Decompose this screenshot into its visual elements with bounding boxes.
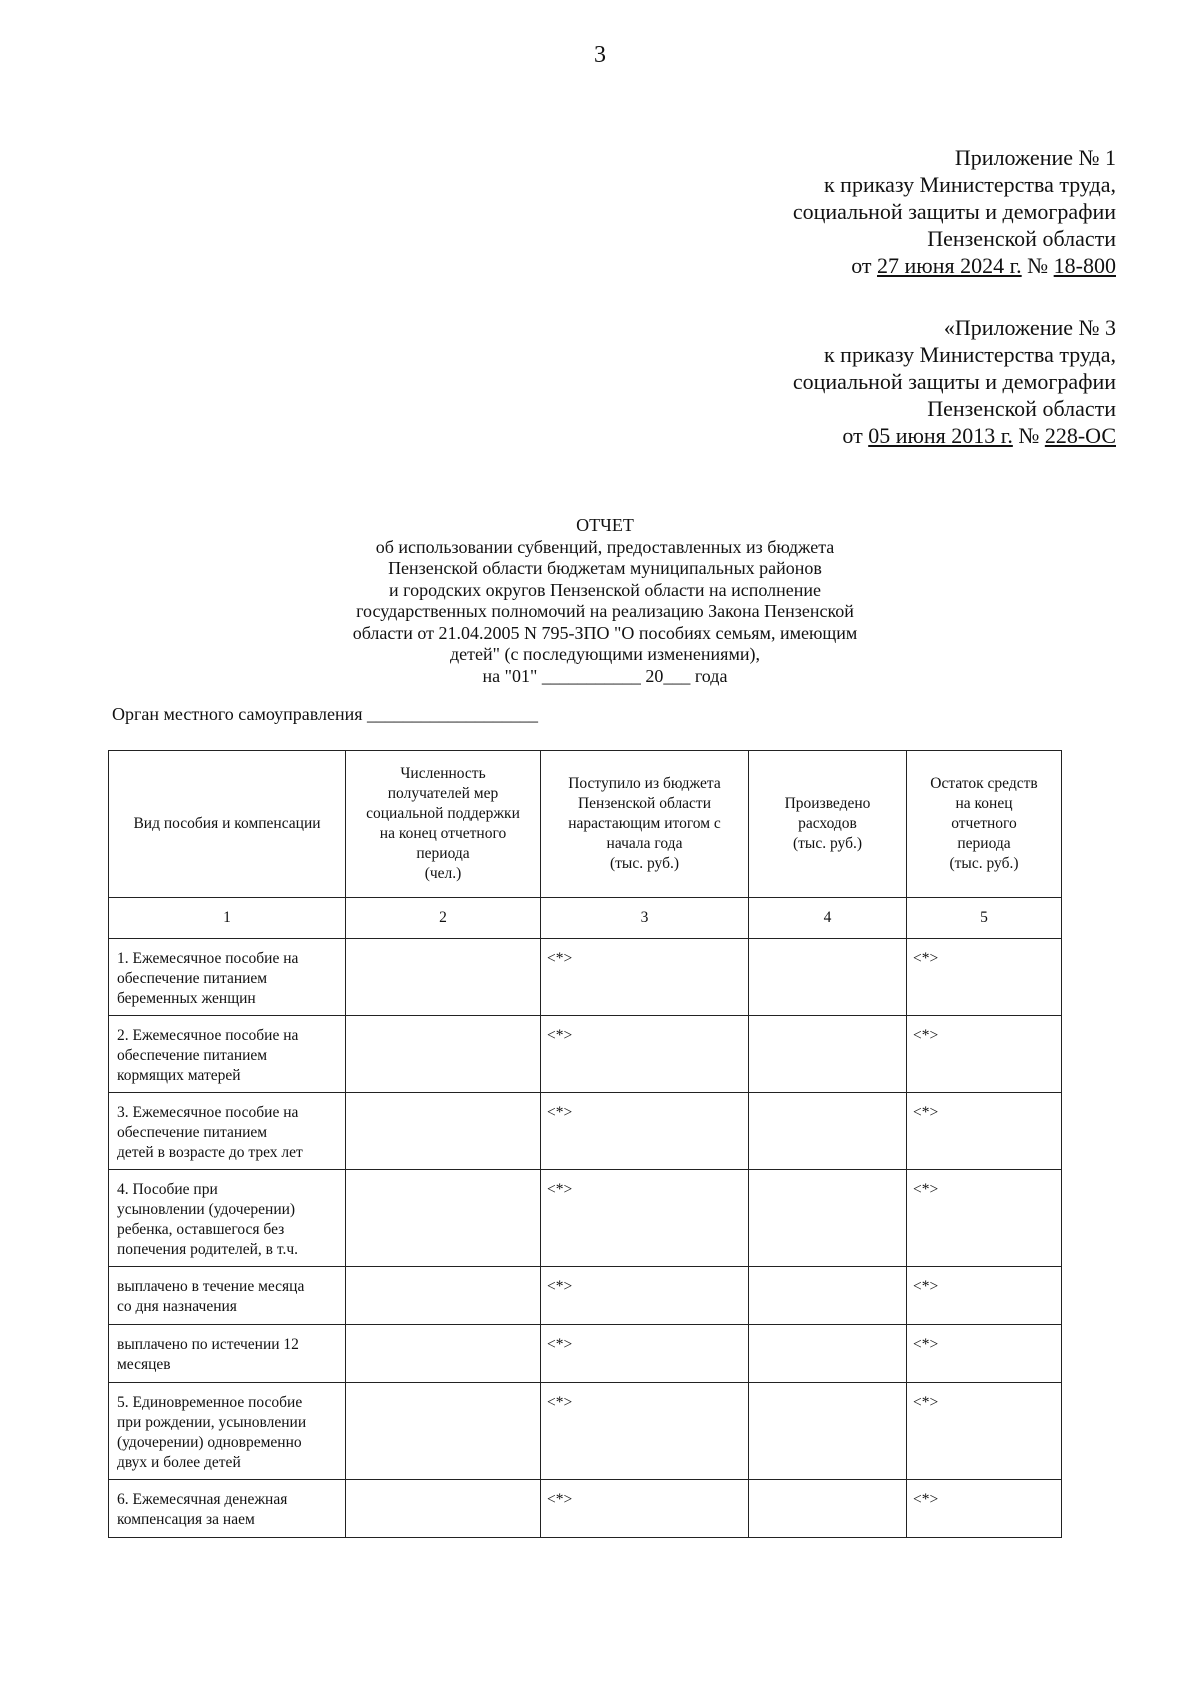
balance-cell: <*>	[907, 1016, 1062, 1093]
report-subtitle-line: Пензенской области бюджетам муниципальных районов	[388, 558, 822, 578]
benefit-name-cell	[109, 1093, 346, 1170]
header-text: нарастающим итогом с	[568, 815, 721, 832]
recipients-count-cell	[346, 1480, 541, 1538]
expenses-cell	[749, 1170, 907, 1267]
balance-cell: <*>	[907, 1480, 1062, 1538]
recipients-count-cell	[346, 1016, 541, 1093]
report-heading	[280, 515, 930, 687]
column-number: 5	[907, 898, 1062, 939]
table-row	[109, 1016, 1062, 1093]
table-row	[109, 1093, 1062, 1170]
benefit-name-text: при рождении, усыновлении	[117, 1414, 307, 1431]
header-text: начала года	[606, 835, 683, 852]
appendix-3-date-line	[793, 422, 1116, 449]
expenses-cell	[749, 1325, 907, 1383]
received-funds-cell: <*>	[541, 1383, 749, 1480]
appendix-3-line: к приказу Министерства труда,	[823, 342, 1116, 367]
appendix-3-line: Пензенской области	[927, 396, 1116, 421]
recipients-count-cell	[346, 1093, 541, 1170]
number-prefix: №	[1012, 423, 1045, 448]
expenses-cell	[749, 1267, 907, 1325]
header-text: на конец	[955, 795, 1013, 812]
appendix-1-line: к приказу Министерства труда,	[823, 172, 1116, 197]
header-cell	[346, 751, 541, 898]
report-subtitle-line: детей" (с последующими изменениями),	[450, 644, 760, 664]
received-funds-cell: <*>	[541, 1267, 749, 1325]
header-cell	[109, 751, 346, 898]
header-text: Численность	[400, 765, 486, 782]
date-prefix: от	[851, 253, 878, 278]
appendix-1-number: 18-800	[1053, 253, 1116, 278]
received-funds-cell: <*>	[541, 1093, 749, 1170]
report-subtitle-line: области от 21.04.2005 N 795-ЗПО "О пособиях семьям, имеющим	[352, 622, 858, 643]
benefit-name-text: 5. Единовременное пособие	[117, 1394, 303, 1411]
appendix-1-line: Пензенской области	[927, 226, 1116, 251]
header-text: Вид пособия и компенсации	[133, 815, 321, 832]
header-text: расходов	[798, 815, 857, 832]
received-funds-cell: <*>	[541, 1325, 749, 1383]
benefit-name-text: со дня назначения	[117, 1298, 237, 1315]
table-row	[109, 1480, 1062, 1538]
report-date-line: на "01" ___________ 20___ года	[482, 665, 728, 686]
appendix-3-block	[793, 314, 1116, 449]
appendix-3-line: социальной защиты и демографии	[792, 369, 1116, 394]
header-text: получателей мер	[387, 785, 499, 802]
benefit-name-text: 3. Ежемесячное пособие на	[117, 1104, 299, 1121]
benefit-name-text: усыновлении (удочерении)	[117, 1201, 296, 1218]
header-cell	[541, 751, 749, 898]
header-text: Поступило из бюджета	[568, 775, 721, 792]
header-text: периода	[416, 845, 470, 862]
recipients-count-cell	[346, 1267, 541, 1325]
balance-cell: <*>	[907, 1267, 1062, 1325]
benefit-name-text: кормящих матерей	[117, 1067, 241, 1084]
appendix-3-date: 05 июня 2013 г.	[868, 423, 1013, 448]
report-subtitle-line: и городских округов Пензенской области на исполнение	[389, 579, 821, 600]
column-number: 3	[541, 898, 749, 939]
benefit-name-text: ребенка, оставшегося без	[117, 1221, 285, 1238]
benefit-name-text: обеспечение питанием	[117, 1047, 268, 1064]
table-row	[109, 1170, 1062, 1267]
header-text: отчетного	[951, 815, 1017, 832]
benefit-name-text: компенсация за наем	[117, 1511, 255, 1528]
benefit-name-text: попечения родителей, в т.ч.	[117, 1241, 298, 1258]
benefit-name-text: обеспечение питанием	[117, 1124, 268, 1141]
header-row	[109, 751, 1062, 898]
column-number: 4	[749, 898, 907, 939]
recipients-count-cell	[346, 1325, 541, 1383]
table-row	[109, 1325, 1062, 1383]
benefit-name-text: 4. Пособие при	[117, 1181, 218, 1198]
benefit-name-cell	[109, 1170, 346, 1267]
benefit-name-text: выплачено в течение месяца	[117, 1278, 305, 1295]
benefit-name-cell	[109, 1016, 346, 1093]
header-text: Произведено	[784, 795, 871, 812]
received-funds-cell: <*>	[541, 1480, 749, 1538]
recipients-count-cell	[346, 1383, 541, 1480]
benefit-name-text: (удочерении) одновременно	[117, 1434, 302, 1451]
appendix-1-line: социальной защиты и демографии	[792, 199, 1116, 224]
benefit-name-cell	[109, 939, 346, 1016]
expenses-cell	[749, 939, 907, 1016]
header-cell	[749, 751, 907, 898]
benefit-name-cell	[109, 1383, 346, 1480]
table-row	[109, 1383, 1062, 1480]
benefit-name-text: детей в возрасте до трех лет	[117, 1144, 303, 1161]
benefit-name-text: 2. Ежемесячное пособие на	[117, 1027, 299, 1044]
received-funds-cell: <*>	[541, 939, 749, 1016]
header-text: Остаток средств	[930, 775, 1038, 792]
appendix-3-title: «Приложение № 3	[943, 315, 1116, 340]
organ-label: Орган местного самоуправления ___________________	[112, 704, 539, 724]
benefit-name-text: выплачено по истечении 12	[117, 1336, 299, 1353]
benefit-name-text: двух и более детей	[117, 1454, 241, 1471]
expenses-cell	[749, 1383, 907, 1480]
balance-cell: <*>	[907, 1383, 1062, 1480]
header-text: Пензенской области	[577, 795, 712, 812]
benefit-name-cell	[109, 1267, 346, 1325]
appendix-1-date-line	[793, 252, 1116, 279]
header-text: социальной поддержки	[366, 805, 520, 822]
header-text: (тыс. руб.)	[610, 855, 679, 872]
balance-cell: <*>	[907, 1093, 1062, 1170]
recipients-count-cell	[346, 1170, 541, 1267]
benefit-name-cell	[109, 1325, 346, 1383]
header-text: на конец отчетного	[379, 825, 507, 842]
appendix-1-title: Приложение № 1	[954, 145, 1116, 170]
date-prefix: от	[842, 423, 869, 448]
recipients-count-cell	[346, 939, 541, 1016]
benefit-name-text: обеспечение питанием	[117, 970, 268, 987]
appendix-1-date: 27 июня 2024 г.	[877, 253, 1022, 278]
column-number: 1	[109, 898, 346, 939]
appendix-3-number: 228-ОС	[1044, 423, 1116, 448]
header-text: (тыс. руб.)	[949, 855, 1019, 872]
benefit-name-text: 1. Ежемесячное пособие на	[117, 950, 299, 967]
table-row	[109, 1267, 1062, 1325]
column-number-row	[109, 898, 1062, 939]
number-prefix: №	[1021, 253, 1054, 278]
table-row	[109, 939, 1062, 1016]
balance-cell: <*>	[907, 1325, 1062, 1383]
benefit-name-text: беременных женщин	[117, 990, 256, 1007]
expenses-cell	[749, 1093, 907, 1170]
header-cell	[907, 751, 1062, 898]
header-text: периода	[957, 835, 1011, 852]
report-title: ОТЧЕТ	[576, 515, 634, 535]
report-subtitle-line: государственных полномочий на реализацию Закона Пензенской	[356, 601, 854, 621]
report-subtitle-line: об использовании субвенций, предоставленных из бюджета	[375, 536, 835, 557]
received-funds-cell: <*>	[541, 1016, 749, 1093]
header-text: (чел.)	[424, 865, 462, 882]
benefit-name-text: месяцев	[117, 1356, 171, 1373]
header-text: (тыс. руб.)	[793, 835, 862, 852]
expenses-cell	[749, 1016, 907, 1093]
expenses-cell	[749, 1480, 907, 1538]
balance-cell: <*>	[907, 1170, 1062, 1267]
benefit-name-cell	[109, 1480, 346, 1538]
balance-cell: <*>	[907, 939, 1062, 1016]
received-funds-cell: <*>	[541, 1170, 749, 1267]
column-number: 2	[346, 898, 541, 939]
page-number: 3	[594, 42, 606, 68]
report-table	[108, 750, 1062, 1538]
benefit-name-text: 6. Ежемесячная денежная	[117, 1491, 288, 1508]
appendix-1-block	[793, 144, 1116, 279]
